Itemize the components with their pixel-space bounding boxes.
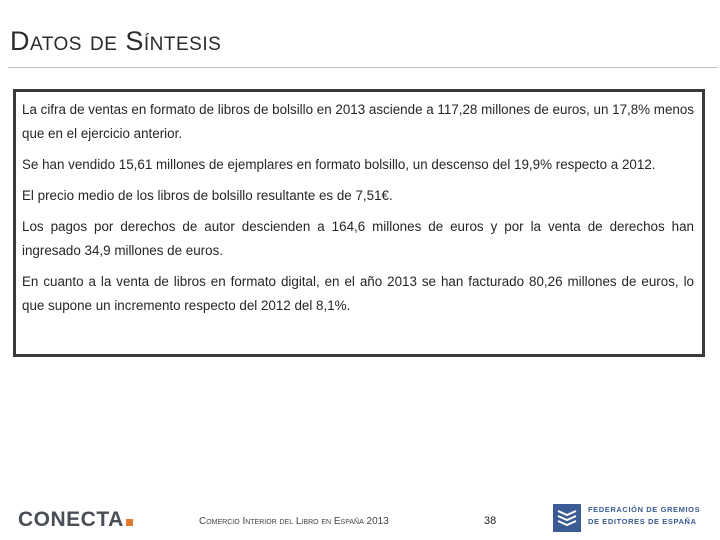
brand-dot-icon [126, 519, 133, 526]
conecta-logo [18, 508, 133, 532]
title-divider [8, 67, 718, 68]
summary-box [13, 89, 705, 357]
summary-paragraph: En cuanto a la venta de libros en formato digital, en el año 2013 se han facturado 80,26 millones de euros, lo que supone un incremento respecto del 2012 del 8,1%. [22, 274, 694, 313]
conecta-brand-text: CONECTA [18, 508, 124, 531]
federation-line-2: DE EDITORES DE ESPAÑA [588, 517, 697, 526]
federation-line-1: FEDERACIÓN DE GREMIOS [588, 505, 701, 514]
page-number: 38 [484, 515, 497, 527]
federation-name [588, 504, 700, 528]
summary-paragraph: El precio medio de los libros de bolsillo resultante es de 7,51€. [22, 188, 393, 203]
summary-paragraph: Se han vendido 15,61 millones de ejemplares en formato bolsillo, un descenso del 19,9% respecto a 2012. [22, 157, 656, 172]
federation-logo-icon [553, 504, 581, 532]
page-title: Datos de Síntesis [10, 26, 222, 56]
report-title: Comercio Interior del Libro en España 2013 [199, 516, 389, 527]
summary-paragraph: La cifra de ventas en formato de libros de bolsillo en 2013 asciende a 117,28 millones de euros, un 17,8% menos que en el ejercicio anterior. [22, 102, 694, 141]
footer [0, 500, 720, 540]
summary-paragraph: Los pagos por derechos de autor descienden a 164,6 millones de euros y por la venta de derechos han ingresado 34,9 millones de euros. [22, 219, 694, 258]
